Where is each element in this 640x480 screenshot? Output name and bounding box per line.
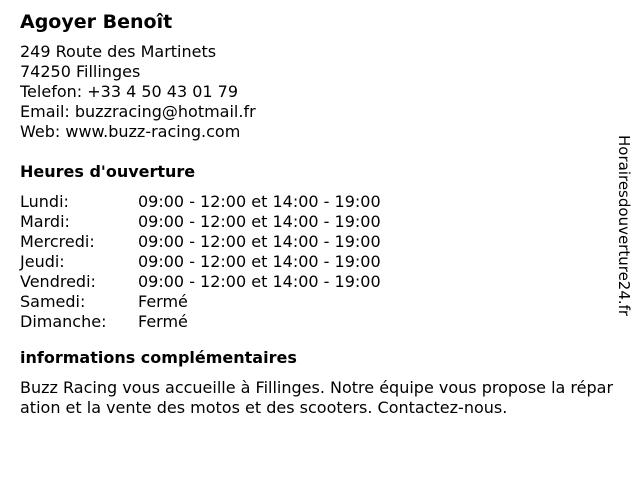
phone-line: Telefon: +33 4 50 43 01 79 — [20, 82, 239, 101]
opening-hours-table — [20, 192, 616, 332]
web-line: Web: www.buzz-racing.com — [20, 122, 241, 141]
day-label: Lundi: — [20, 192, 69, 211]
day-hours: Fermé — [138, 292, 188, 311]
hours-row-wednesday — [20, 232, 616, 252]
hours-row-friday — [20, 272, 616, 292]
day-hours: 09:00 - 12:00 et 14:00 - 19:00 — [138, 192, 381, 211]
day-label: Samedi: — [20, 292, 86, 311]
day-label: Jeudi: — [20, 252, 65, 271]
day-label: Vendredi: — [20, 272, 96, 291]
day-hours: Fermé — [138, 312, 188, 331]
day-label: Mercredi: — [20, 232, 95, 251]
hours-row-saturday — [20, 292, 616, 312]
business-card — [20, 10, 616, 434]
additional-info-text: Buzz Racing vous accueille à Fillinges. Notre équipe vous propose la réparation et la vente des motos et des scooters. Contactez-nous. — [20, 378, 614, 417]
day-hours: 09:00 - 12:00 et 14:00 - 19:00 — [138, 272, 381, 291]
business-name: Agoyer Benoît — [20, 11, 173, 33]
hours-row-sunday — [20, 312, 616, 332]
hours-row-monday — [20, 192, 616, 212]
site-watermark: Horairesdouverture24.fr — [615, 135, 633, 317]
day-label: Dimanche: — [20, 312, 107, 331]
day-label: Mardi: — [20, 212, 70, 231]
email-line: Email: buzzracing@hotmail.fr — [20, 102, 256, 121]
address-city: 74250 Fillinges — [20, 62, 141, 81]
day-hours: 09:00 - 12:00 et 14:00 - 19:00 — [138, 232, 381, 251]
additional-info-heading: informations complémentaires — [20, 348, 297, 367]
day-hours: 09:00 - 12:00 et 14:00 - 19:00 — [138, 252, 381, 271]
opening-hours-heading: Heures d'ouverture — [20, 162, 196, 181]
hours-row-thursday — [20, 252, 616, 272]
address-street: 249 Route des Martinets — [20, 42, 217, 61]
day-hours: 09:00 - 12:00 et 14:00 - 19:00 — [138, 212, 381, 231]
hours-row-tuesday — [20, 212, 616, 232]
